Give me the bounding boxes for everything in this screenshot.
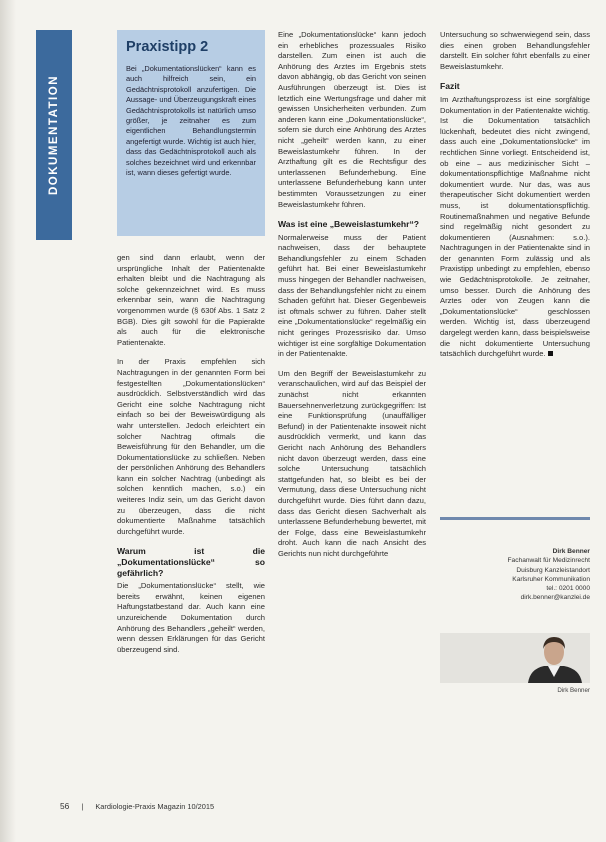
end-of-article-mark bbox=[548, 351, 553, 356]
author-title: Fachanwalt für Medizinrecht bbox=[507, 557, 590, 565]
author-address-line: Duisburg Kanzleistandort bbox=[516, 566, 590, 574]
author-name: Dirk Benner bbox=[552, 548, 590, 555]
article-paragraph: Um den Begriff der Beweislastumkehr zu veranschaulichen, wird auf das Beispiel der zunächst nicht erkannten Bauersehnenverletzung zurückgegriffen: Ist eine Funktionsprüfung (unauffälliger Befund) in der Patientenakte insoweit nicht ausdrücklich vermerkt, und kann das Gericht nach Anhörung des Behandlers nicht davon überzeugt werden, dass eine solche Untersuchung tatsächlich stattgefunden hat, so bleibt es bei der Vermutung, dass diese Untersuchung nicht durchgeführt wurde. Dies führt dann dazu, dass das Gericht diesen Sachverhalt als unterlassene Befunderhebung bewertet, mit der Folge, dass eine Beweislastumkehr droht. Auch kann die nach Ansicht des Gerichts nun nicht durchgeführte bbox=[278, 368, 426, 558]
article-column-1 bbox=[117, 253, 265, 778]
article-paragraph: Eine „Dokumentationslücke“ kann jedoch ein erhebliches prozessuales Risiko darstellen. Zum einen ist auch die Anhörung des Arztes im Ergebnis stets davon abhängig, ob das Gericht von seinen Ausführungen überzeugt ist. Dies ist letztlich eine Wertungsfrage und daher mit gewissen Unsicherheiten verbunden. Zum anderen kann eine „Dokumentationslücke“, sofern sie durch eine Anhörung des Arztes nicht „geheilt“ werden kann, zu einer Beweislastumkehr führen. In der Arzthaftung gilt es die Rechtsfigur des unterlassenen Befunderhebung. Eine unterlassene Befunderhebung kann unter bestimmten Voraussetzungen zu einer Beweislastumkehr führen. bbox=[278, 30, 426, 209]
conclusion-text: Im Arzthaftungsprozess ist eine sorgfältige Dokumentation in der Patientenakte wichtig. Ist die Dokumentation tatsächlich lückenhaft, bedeutet dies nicht zwingend, dass auch eine „Dokumentationslücke“ im rechtlichen Sinne vorliegt. Entscheidend ist, ob eine – aus medizinischer Sicht – dokumentationspflichtige Maßnahme nicht dokumentiert wurde. Nur das, was aus therapeutischer Sicht dokumentiert werden muss, ist dokumentationspflichtig. Routinemaßnahmen und negative Befunde sind regelmäßig nicht gesondert zu dokumentieren (Ausnahmen: s.o.). Nachtragungen in der Patientenakte sind in der genannten Form zulässig und als Praxistipp unbedingt zu empfehlen, ebenso wie Gedächtnisprotokolle. Je zeitnaher, umso besser. Durch die Anhörung des Arztes oder von Zeugen kann die „Dokumentationslücke“ geschlossen werden. Wichtig ist, dass überzeugend dargelegt werden kann, dass beispielsweise die nicht dokumentierte Untersuchung tatsächlich durchgeführt wurde. bbox=[440, 94, 590, 359]
author-address-line: Karlsruher Kommunikation bbox=[512, 575, 590, 583]
article-paragraph: Untersuchung so schwerwiegend sein, dass dies einen groben Behandlungsfehler darstellt. Ein solcher führt ebenfalls zu einer Beweislastumkehr. bbox=[440, 30, 590, 71]
publication-name: Kardiologie-Praxis Magazin 10/2015 bbox=[95, 802, 215, 811]
article-paragraph: Die „Dokumentationslücke“ stellt, wie bereits erwähnt, keinen eigenen Haftungstatbestand dar. Auch kann eine unzureichende Dokumentation durch Anhörung des Behandlers „geheilt“ werden, wenn dessen Erklärungen für das Gericht überzeugend sind. bbox=[117, 581, 265, 654]
section-heading-burden-of-proof: Was ist eine „Beweislastumkehr“? bbox=[278, 219, 420, 230]
author-phone: tel.: 0201 0000 bbox=[546, 585, 590, 593]
praxistipp-text: Bei „Dokumentationslücken“ kann es auch hilfreich sein, ein Gedächtnisprotokoll anzufertigen. Die Aussage- und Überzeugungskraft eines Gedächtnisprotokolls ist natürlich umso größer, je zeitnaher es zum eigentlichen Behandlungstermin angefertigt wurde. Wichtig ist auch hier, dass das Gedächtnisprotokoll auch als solches bezeichnet wird und erkennbar ist, wann dieses gefertigt wurde. bbox=[126, 64, 256, 178]
article-paragraph: gen sind dann erlaubt, wenn der ursprüngliche Inhalt der Patientenakte erhalten bleibt und die Nachtragung als solche gekennzeichnet wird. Es muss erkennbar sein, wann die Nachtragung vorgenommen wurde (§ 630f Abs. 1 Satz 2 BGB). Dies gilt sowohl für die Papierakte als auch für die elektronische Patientenakte. bbox=[117, 253, 265, 347]
article-column-2 bbox=[278, 30, 426, 790]
author-photo bbox=[440, 633, 590, 683]
article-paragraph bbox=[440, 95, 590, 360]
praxistipp-title: Praxistipp 2 bbox=[126, 39, 209, 55]
author-info bbox=[440, 547, 590, 603]
footer-separator: | bbox=[81, 802, 84, 811]
page-binding-shadow bbox=[0, 0, 16, 842]
page-footer bbox=[60, 801, 214, 811]
photo-caption: Dirk Benner bbox=[557, 687, 590, 694]
article-paragraph: In der Praxis empfehlen sich Nachtragungen in der genannten Form bei festgestellten „Dokumentationslücken“ ausdrücklich. Selbstverständlich wird das Gericht eine solche Nachtragung nicht einfach so bei der Beweiswürdigung als wahr unterstellen. Jedoch erleichtert ein solcher Nachtrag oftmals die Beweisführung für den Behandler, um die Dokumentationslücke zu schließen. Neben der persönlichen Anhörung des Behandlers kann ein solcher Nachtrag (unbedingt als solchen kenntlich machen, s.o.) ein weiteres Indiz sein, um das Gericht davon zu überzeugen, dass die nicht dokumentierte Maßnahme tatsächlich durchgeführt wurde. bbox=[117, 357, 265, 536]
praxistipp-box bbox=[117, 30, 265, 236]
section-heading-conclusion: Fazit bbox=[440, 81, 460, 92]
portrait-image bbox=[440, 633, 590, 683]
article-column-3 bbox=[440, 30, 590, 500]
section-tab bbox=[36, 30, 72, 240]
author-email: dirk.benner@kanzlei.de bbox=[520, 594, 590, 602]
article-paragraph: Normalerweise muss der Patient nachweisen, dass der behauptete Behandlungsfehler zu einem Schaden geführt hat. Bei einer Beweislastumkehr muss hingegen der Behandler nachweisen, dass der Behandlungsfehler nicht zu einem Schaden geführt hat. Dieser Gegenbeweis ist oftmals schwer zu führen. Daher stellt eine „Dokumentationslücke“ regelmäßig ein nicht geringes Prozessrisiko dar. Umso wichtiger ist eine sorgfältige Dokumentation in der Patientenakte. bbox=[278, 232, 426, 359]
author-divider bbox=[440, 517, 590, 520]
section-tab-label: DOKUMENTATION bbox=[48, 74, 61, 196]
section-heading-danger: Warum ist die „Dokumentationslücke“ so gefährlich? bbox=[117, 546, 265, 578]
page-number: 56 bbox=[60, 801, 70, 811]
